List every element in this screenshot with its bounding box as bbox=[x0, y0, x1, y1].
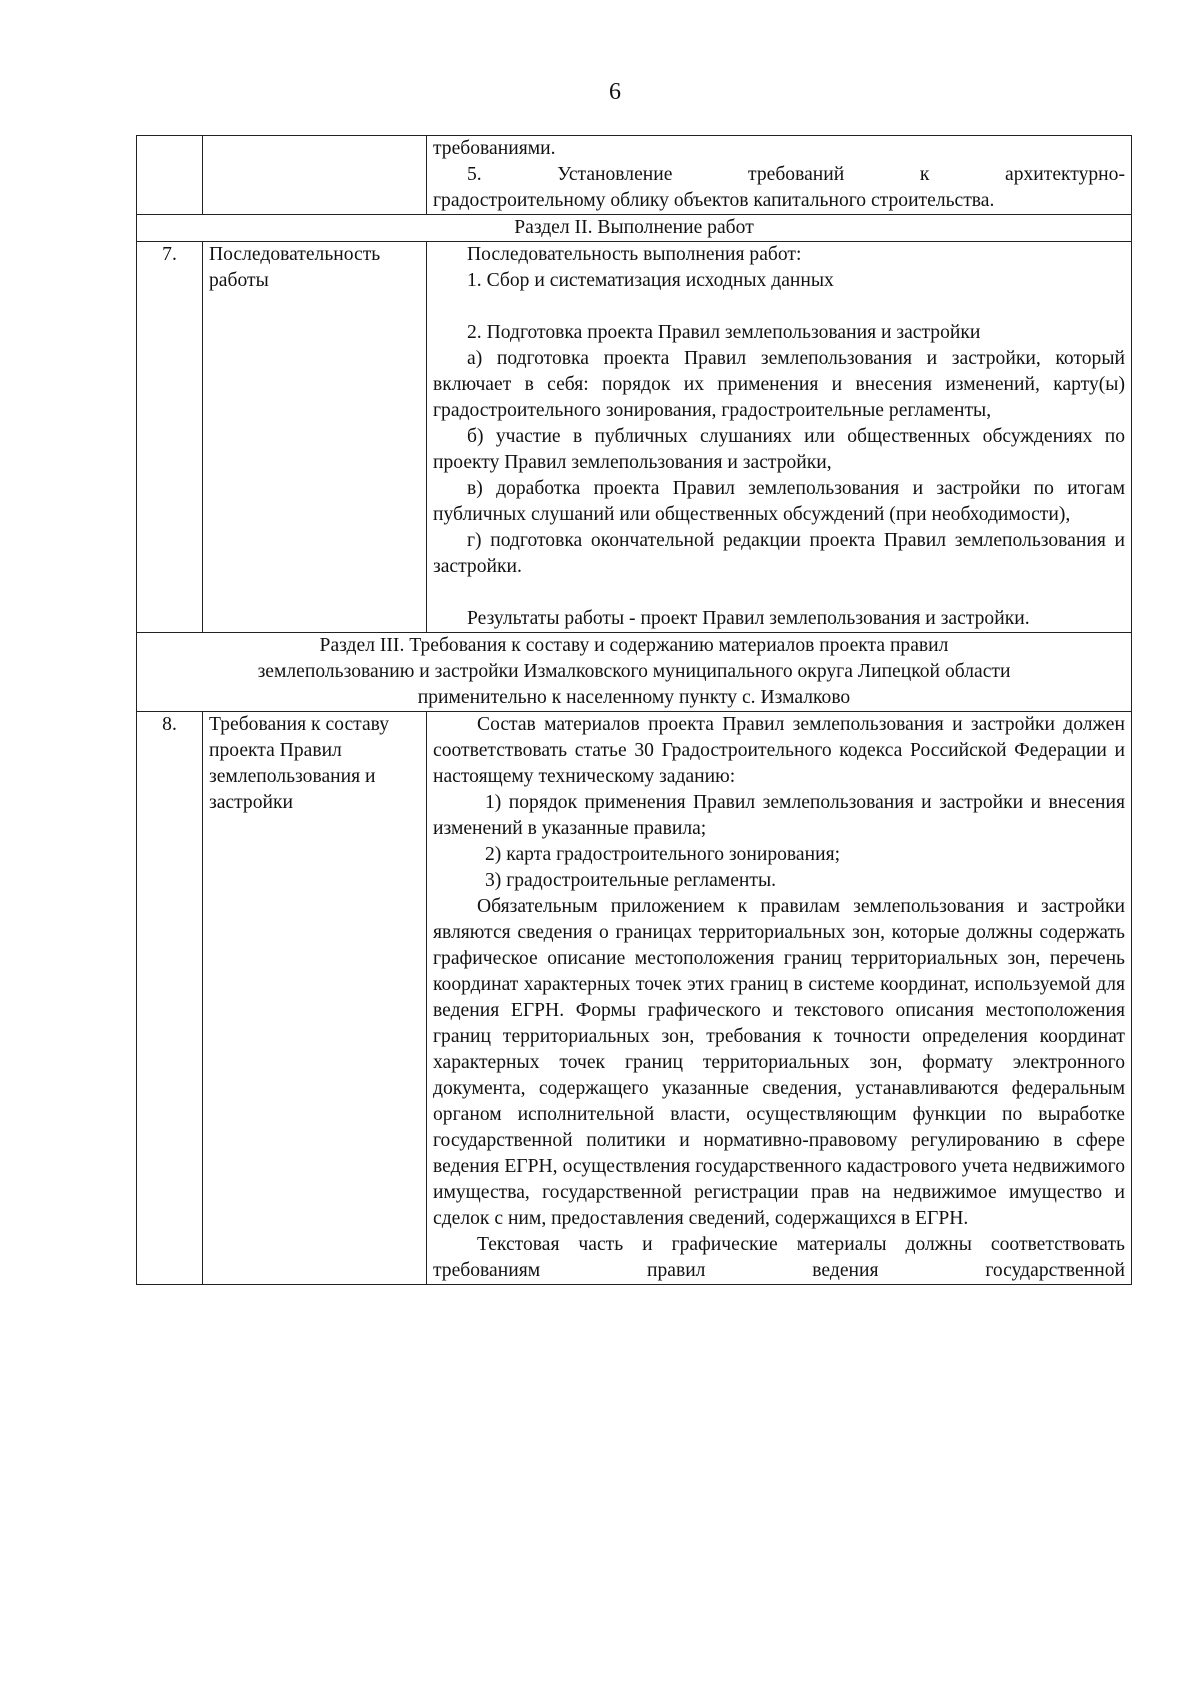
section-3-title-line: землепользованию и застройки Измалковского муниципального округа Липецкой области bbox=[257, 661, 1011, 682]
paragraph: 2) карта градостроительного зонирования; bbox=[485, 844, 841, 865]
section-3-title bbox=[137, 633, 1132, 712]
paragraph: Результаты работы - проект Правил землепользования и застройки. bbox=[467, 608, 1030, 629]
cell-name-empty bbox=[203, 136, 427, 215]
paragraph: 2. Подготовка проекта Правил землепользования и застройки bbox=[467, 322, 981, 343]
paragraph: г) подготовка окончательной редакции проекта Правил землепользования и застройки. bbox=[433, 530, 1125, 577]
cell-num-empty bbox=[137, 136, 203, 215]
row-content bbox=[427, 242, 1132, 633]
continuation-line-1: требованиями. bbox=[433, 138, 556, 159]
table-row-continuation bbox=[137, 136, 1132, 215]
requirements-table bbox=[136, 135, 1132, 1285]
row-number: 7. bbox=[137, 242, 203, 633]
section-2-title: Раздел II. Выполнение работ bbox=[137, 215, 1132, 242]
blank-line bbox=[433, 580, 1125, 606]
continuation-line-2: 5. Установление требований к архитектурно- bbox=[467, 164, 1125, 185]
continuation-line-3: градостроительному облику объектов капитального строительства. bbox=[433, 190, 995, 211]
paragraph: Текстовая часть и графические материалы должны соответствовать требованиям правил ведения государственной bbox=[433, 1234, 1125, 1281]
row-number: 8. bbox=[137, 712, 203, 1285]
paragraph: Обязательным приложением к правилам землепользования и застройки являются сведения о границах территориальных зон, которые должны содержать графическое описание местоположения границ территориальных зон, перечень координат характерных точек этих границ в системе координат, используемой для ведения ЕГРН. Формы графического и текстового описания местоположения границ территориальных зон, требования к точности определения координат характерных точек границ территориальных зон, формату электронного документа, содержащего указанные сведения, устанавливаются федеральным органом исполнительной власти, осуществляющим функции по выработке государственной политики и нормативно-правовому регулированию в сфере ведения ЕГРН, осуществления государственного кадастрового учета недвижимого имущества, государственной регистрации прав на недвижимое имущество и сделок с ним, предоставления сведений, содержащихся в ЕГРН. bbox=[433, 896, 1125, 1229]
blank-line bbox=[433, 294, 1125, 320]
row-name: Требования к составу проекта Правил землепользования и застройки bbox=[203, 712, 427, 1285]
section-3-title-line: применительно к населенному пункту с. Измалково bbox=[417, 687, 851, 708]
section-3-title-line: Раздел III. Требования к составу и содержанию материалов проекта правил bbox=[319, 635, 949, 656]
page-number: 6 bbox=[609, 79, 621, 105]
paragraph: Состав материалов проекта Правил землепользования и застройки должен соответствовать статье 30 Градостроительного кодекса Российской Федерации и настоящему техническому заданию: bbox=[433, 714, 1125, 787]
paragraph: 1) порядок применения Правил землепользования и застройки и внесения изменений в указанные правила; bbox=[433, 792, 1125, 839]
row-content bbox=[427, 712, 1132, 1285]
paragraph: а) подготовка проекта Правил землепользования и застройки, который включает в себя: порядок их применения и внесения изменений, карту(ы) градостроительного зонирования, градостроительные регламенты, bbox=[433, 348, 1125, 421]
paragraph: в) доработка проекта Правил землепользования и застройки по итогам публичных слушаний или общественных обсуждений (при необходимости), bbox=[433, 478, 1125, 525]
paragraph: Последовательность выполнения работ: bbox=[467, 244, 802, 265]
cell-content-continuation bbox=[427, 136, 1132, 215]
section-header-row bbox=[137, 215, 1132, 242]
paragraph: б) участие в публичных слушаниях или общественных обсуждениях по проекту Правил землепользования и застройки, bbox=[433, 426, 1125, 473]
table-row-8 bbox=[137, 712, 1132, 1285]
paragraph: 1. Сбор и систематизация исходных данных bbox=[467, 270, 834, 291]
section-header-row bbox=[137, 633, 1132, 712]
table-row-7 bbox=[137, 242, 1132, 633]
row-name: Последовательность работы bbox=[203, 242, 427, 633]
paragraph: 3) градостроительные регламенты. bbox=[485, 870, 777, 891]
